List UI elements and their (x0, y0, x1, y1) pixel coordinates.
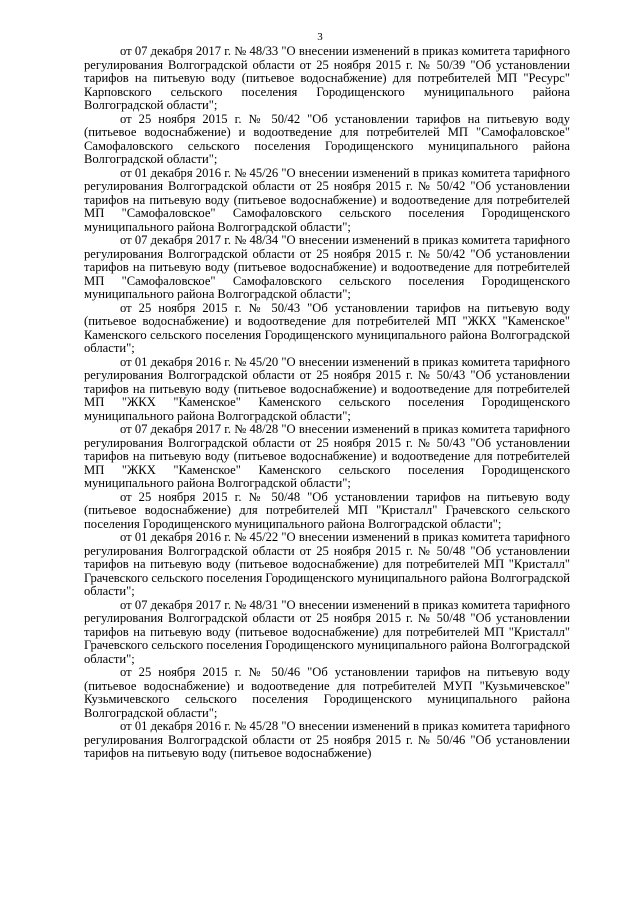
paragraph-order-48-28: от 07 декабря 2017 г. № 48/28 "О внесении изменений в приказ комитета тарифного регулирования Волгоградской области от 25 ноября 2015 г. № 50/43 "Об установлении тарифов на питьевую воду (питьевое водоснабжение) и водоотведение для потребителей МП "ЖКХ "Каменское" Каменского сельского поселения Городищенского муниципального района Волгоградской области"; (84, 422, 570, 490)
paragraph-order-50-43: от 25 ноября 2015 г. № 50/43 "Об установлении тарифов на питьевую воду (питьевое водоснабжение) и водоотведение для потребителей МП "ЖКХ "Каменское" Каменского сельского поселения Городищенского муниципального района Волгоградской области"; (84, 300, 570, 355)
page-number: 3 (317, 31, 323, 43)
paragraph-order-45-26: от 01 декабря 2016 г. № 45/26 "О внесении изменений в приказ комитета тарифного регулирования Волгоградской области от 25 ноября 2015 г. № 50/42 "Об установлении тарифов на питьевую воду (питьевое водоснабжение) и водоотведение для потребителей МП "Самофаловское" Самофаловского сельского поселения Городищенского муниципального района Волгоградской области"; (84, 165, 570, 234)
paragraph-order-48-31: от 07 декабря 2017 г. № 48/31 "О внесении изменений в приказ комитета тарифного регулирования Волгоградской области от 25 ноября 2015 г. № 50/48 "Об установлении тарифов на питьевую воду (питьевое водоснабжение) для потребителей МП "Кристалл" Грачевского сельского поселения Городищенского муниципального района Волгоградской области"; (84, 597, 570, 666)
paragraph-order-45-28: от 01 декабря 2016 г. № 45/28 "О внесении изменений в приказ комитета тарифного регулирования Волгоградской области от 25 ноября 2015 г. № 50/46 "Об установлении тарифов на питьевую воду (питьевое водоснабжение) (84, 719, 570, 760)
paragraph-order-48-34: от 07 декабря 2017 г. № 48/34 "О внесении изменений в приказ комитета тарифного регулирования Волгоградской области от 25 ноября 2015 г. № 50/42 "Об установлении тарифов на питьевую воду (питьевое водоснабжение) и водоотведение для потребителей МП "Самофаловское" Самофаловского сельского поселения Городищенского муниципального района Волгоградской области"; (84, 233, 570, 301)
paragraph-order-50-42: от 25 ноября 2015 г. № 50/42 "Об установлении тарифов на питьевую воду (питьевое водоснабжение) и водоотведение для потребителей МП "Самофаловское" Самофаловского сельского поселения Городищенского муниципального района Волгоградской области"; (84, 111, 570, 166)
paragraph-order-45-20: от 01 декабря 2016 г. № 45/20 "О внесении изменений в приказ комитета тарифного регулирования Волгоградской области от 25 ноября 2015 г. № 50/43 "Об установлении тарифов на питьевую воду (питьевое водоснабжение) и водоотведение для потребителей МП "ЖКХ "Каменское" Каменского сельского поселения Городищенского муниципального района Волгоградской области"; (84, 354, 570, 423)
paragraph-order-48-33: от 07 декабря 2017 г. № 48/33 "О внесении изменений в приказ комитета тарифного регулирования Волгоградской области от 25 ноября 2015 г. № 50/39 "Об установлении тарифов на питьевую воду (питьевое водоснабжение) для потребителей МП "Ресурс" Карповского сельского поселения Городищенского муниципального района Волгоградской области"; (84, 44, 570, 112)
paragraph-order-50-46: от 25 ноября 2015 г. № 50/46 "Об установлении тарифов на питьевую воду (питьевое водоснабжение) и водоотведение для потребителей МУП "Кузьмичевское" Кузьмичевского сельского поселения Городищенского муниципального района Волгоградской области"; (84, 665, 570, 720)
paragraph-order-45-22: от 01 декабря 2016 г. № 45/22 "О внесении изменений в приказ комитета тарифного регулирования Волгоградской области от 25 ноября 2015 г. № 50/48 "Об установлении тарифов на питьевую воду (питьевое водоснабжение) для потребителей МП "Кристалл" Грачевского сельского поселения Городищенского муниципального района Волгоградской области"; (84, 530, 570, 598)
paragraph-order-50-48: от 25 ноября 2015 г. № 50/48 "Об установлении тарифов на питьевую воду (питьевое водоснабжение) для потребителей МП "Кристалл" Грачевского сельского поселения Городищенского муниципального района Волгоградской области"; (84, 489, 570, 531)
document-body (84, 45, 570, 761)
